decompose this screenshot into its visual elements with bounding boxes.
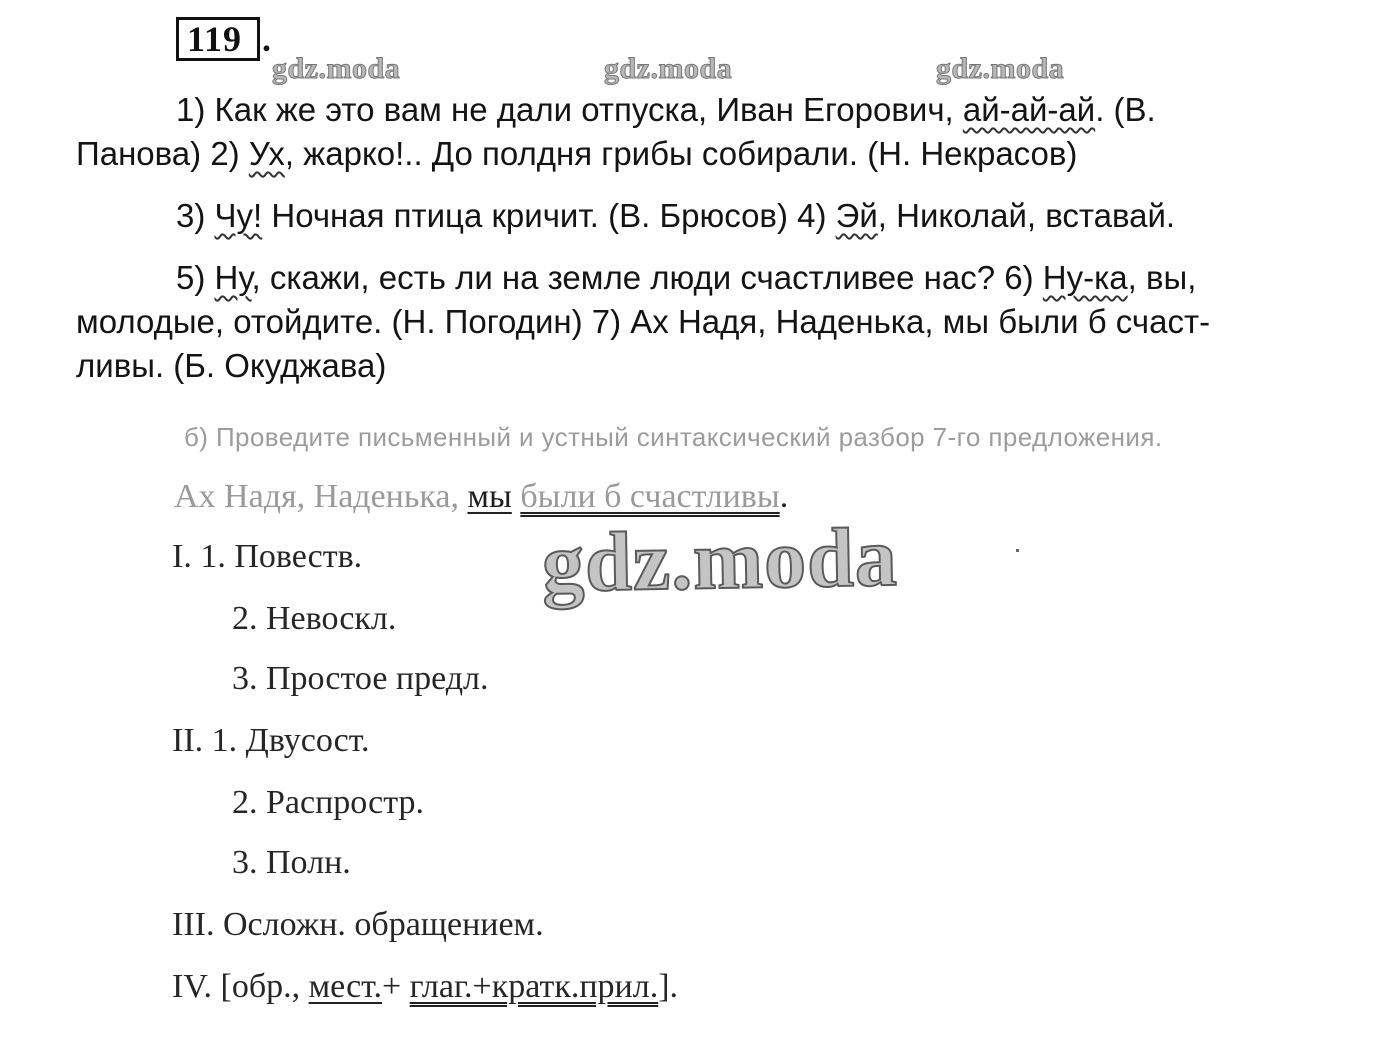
line2-text-a: Панова) 2) — [76, 135, 249, 172]
interjection-nu: Ну — [214, 259, 252, 296]
analysis-iii: III. Осложн. обращением. — [172, 906, 544, 943]
analysis-ii-3: 3. Полн. — [232, 844, 351, 881]
watermark-2: gdz.moda — [604, 52, 733, 85]
task-b-instruction: б) Проведите письменный и устный синтаксический разбор 7-го предложения. — [184, 422, 1163, 452]
line4-text-e: , вы, — [1127, 259, 1197, 296]
watermark-1: gdz.moda — [272, 52, 401, 85]
interjection-chu: Чу! — [214, 197, 263, 234]
analysis-iv — [172, 968, 678, 1006]
analysis-ii-1: II. 1. Двусост. — [172, 722, 370, 759]
exercise-line-3 — [176, 196, 1175, 236]
analysis-iv-predicate: глаг.+кратк.прил. — [409, 968, 659, 1005]
exercise-line-4 — [176, 258, 1196, 298]
analysis-i-3: 3. Простое предл. — [232, 660, 489, 697]
line3-text-a: 3) — [176, 197, 215, 234]
interjection-ukh: Ух — [248, 135, 285, 172]
interjection-ei: Эй — [835, 197, 878, 234]
line1-text-a: 1) Как же это вам не дали отпуска, Иван Егорович, — [176, 91, 963, 128]
sentence-subject: мы — [467, 478, 512, 515]
analysis-iv-plus: + — [381, 968, 410, 1005]
sentence-address: Ах Надя, Наденька, — [174, 478, 468, 515]
exercise-number-dot: . — [262, 19, 271, 59]
sentence-predicate: были б счастливы — [520, 478, 780, 515]
line4-text-a: 5) — [176, 259, 215, 296]
line3-text-e: , Николай, вставай. — [877, 197, 1176, 234]
exercise-number: 119 — [176, 17, 260, 61]
analysis-iv-pronoun: мест. — [308, 968, 382, 1005]
analysis-ii-2: 2. Распростр. — [232, 784, 424, 821]
exercise-line-6: ливы. (Б. Окуджава) — [76, 347, 387, 384]
interjection-ai-ai-ai: ай-ай-ай — [962, 91, 1096, 128]
line1-text-c: . (В. — [1095, 91, 1156, 128]
line4-text-c: , скажи, есть ли на земле люди счастливее нас? 6) — [251, 259, 1043, 296]
scan-speck — [1016, 549, 1019, 552]
analyzed-sentence — [174, 478, 788, 516]
line2-text-c: , жарко!.. До полдня грибы собирали. (Н. Некрасов) — [284, 135, 1078, 172]
analysis-iv-a: IV. [обр., — [172, 968, 309, 1005]
line3-text-c: Ночная птица кричит. (В. Брюсов) 4) — [262, 197, 836, 234]
exercise-line-2 — [76, 134, 1077, 174]
exercise-line-1 — [176, 90, 1156, 130]
sentence-end: . — [779, 478, 789, 515]
analysis-i-2: 2. Невоскл. — [232, 600, 397, 637]
analysis-i-1: I. 1. Повеств. — [172, 538, 363, 575]
watermark-big: gdz.moda — [541, 510, 899, 611]
exercise-line-5: молодые, отойдите. (Н. Погодин) 7) Ах Надя, Наденька, мы были б счаст- — [76, 303, 1211, 340]
interjection-nu-ka: Ну-ка — [1042, 259, 1128, 296]
analysis-iv-end: ]. — [658, 968, 679, 1005]
watermark-3: gdz.moda — [936, 52, 1065, 85]
